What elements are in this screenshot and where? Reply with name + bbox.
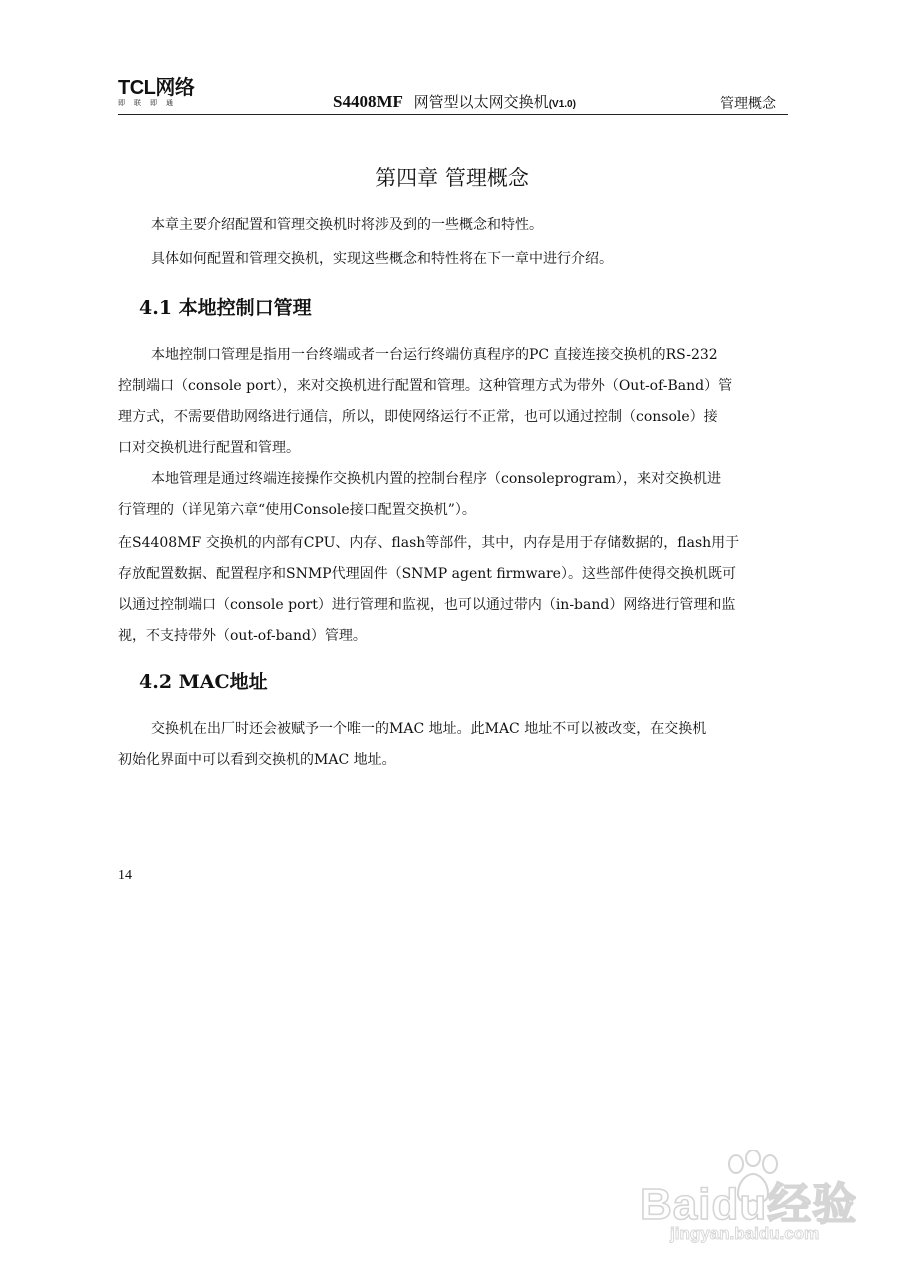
page-number: 14	[118, 868, 132, 883]
section-4-1-line: 以通过控制端口（console port）进行管理和监视，也可以通过带内（in-band）网络进行管理和监	[118, 597, 736, 613]
logo-slogan: 即联即通	[118, 99, 182, 107]
section-4-1-line: 口对交换机进行配置和管理。	[118, 440, 300, 456]
document-title	[333, 91, 576, 112]
section-4-1-line: 视，不支持带外（out-of-band）管理。	[118, 628, 367, 644]
chapter-title: 第四章 管理概念	[375, 166, 529, 190]
model-number: S4408MF	[333, 92, 403, 111]
section-4-1-line: 行管理的（详见第六章“使用Console接口配置交换机”）。	[118, 502, 476, 518]
section-4-2-line: 初始化界面中可以看到交换机的MAC 地址。	[118, 752, 396, 768]
section-4-2-line: 交换机在出厂时还会被赋予一个唯一的MAC 地址。此MAC 地址不可以被改变，在交换机	[151, 721, 707, 737]
header-section-name: 管理概念	[720, 96, 776, 112]
section-4-1-line: 理方式，不需要借助网络进行通信，所以，即使网络运行不正常，也可以通过控制（console）接	[118, 409, 718, 425]
section-4-1-line: 在S4408MF 交换机的内部有CPU、内存、flash等部件，其中，内存是用于存储数据的，flash用于	[118, 535, 740, 551]
section-4-1-line: 本地管理是通过终端连接操作交换机内置的控制台程序（consoleprogram），来对交换机进	[151, 471, 722, 487]
product-name: 网管型以太网交换机	[413, 93, 549, 111]
section-4-1-line: 存放配置数据、配置程序和SNMP代理固件（SNMP agent firmware）。这些部件使得交换机既可	[118, 566, 736, 582]
intro-line-2: 具体如何配置和管理交换机，实现这些概念和特性将在下一章中进行介绍。	[151, 251, 613, 267]
section-4-1-line: 控制端口（console port），来对交换机进行配置和管理。这种管理方式为带外（Out-of-Band）管	[118, 378, 733, 394]
section-4-1-title: 4.1 本地控制口管理	[139, 297, 312, 319]
version-label: (V1.0)	[548, 99, 576, 110]
intro-line-1: 本章主要介绍配置和管理交换机时将涉及到的一些概念和特性。	[151, 217, 543, 233]
tcl-logo	[118, 78, 228, 108]
page-header	[118, 74, 788, 115]
section-4-2-title: 4.2 MAC地址	[139, 671, 268, 693]
watermark-url: jingyan.baidu.com	[670, 1224, 820, 1243]
section-4-1-line: 本地控制口管理是指用一台终端或者一台运行终端仿真程序的PC 直接连接交换机的RS-232	[151, 347, 718, 363]
logo-text: TCL网络	[118, 77, 195, 99]
baidu-jingyan-watermark	[640, 1150, 880, 1260]
watermark-logo-text: Baidu经验	[640, 1180, 858, 1229]
